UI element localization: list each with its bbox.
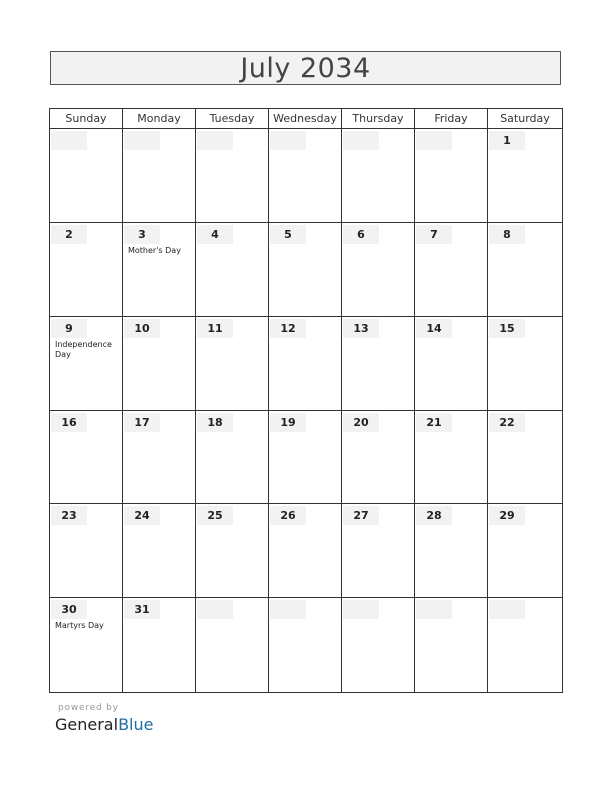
weekday-header-tuesday: Tuesday	[196, 109, 269, 129]
weekday-header-thursday: Thursday	[342, 109, 415, 129]
day-number: 15	[489, 319, 525, 338]
day-number: 19	[270, 413, 306, 432]
day-number: 5	[270, 225, 306, 244]
day-number: 1	[489, 131, 525, 150]
weekday-header-sunday: Sunday	[50, 109, 123, 129]
calendar-day-cell[interactable]	[342, 504, 415, 598]
brand-logo[interactable]	[55, 715, 153, 734]
day-number: 6	[343, 225, 379, 244]
calendar-day-cell[interactable]	[123, 223, 196, 317]
calendar-day-cell[interactable]	[342, 129, 415, 223]
calendar-day-cell[interactable]	[342, 598, 415, 692]
calendar-day-cell[interactable]	[415, 411, 488, 505]
day-number: 16	[51, 413, 87, 432]
calendar-day-cell[interactable]	[342, 411, 415, 505]
calendar-day-cell[interactable]	[488, 317, 562, 411]
calendar-day-cell[interactable]	[415, 129, 488, 223]
day-number: 21	[416, 413, 452, 432]
calendar-day-cell[interactable]	[269, 317, 342, 411]
weekday-header-friday: Friday	[415, 109, 488, 129]
calendar-day-cell[interactable]	[415, 598, 488, 692]
day-number: 14	[416, 319, 452, 338]
day-number: 13	[343, 319, 379, 338]
day-number: 24	[124, 506, 160, 525]
day-number: 2	[51, 225, 87, 244]
calendar-day-cell[interactable]	[269, 129, 342, 223]
holiday-label: Martyrs Day	[55, 621, 104, 631]
calendar-day-cell[interactable]	[123, 504, 196, 598]
calendar-day-cell[interactable]	[269, 223, 342, 317]
day-number: 18	[197, 413, 233, 432]
day-number	[343, 600, 379, 619]
calendar-day-cell[interactable]	[488, 411, 562, 505]
calendar-day-cell[interactable]	[196, 223, 269, 317]
calendar-day-cell[interactable]	[123, 411, 196, 505]
calendar-day-cell[interactable]	[488, 504, 562, 598]
day-number: 26	[270, 506, 306, 525]
weekday-header-saturday: Saturday	[488, 109, 562, 129]
calendar-day-cell[interactable]	[269, 598, 342, 692]
day-number: 23	[51, 506, 87, 525]
calendar-title-box	[50, 51, 561, 85]
calendar-day-cell[interactable]	[123, 129, 196, 223]
calendar-day-cell[interactable]	[415, 223, 488, 317]
calendar-day-cell[interactable]	[50, 504, 123, 598]
day-number	[416, 131, 452, 150]
day-number: 7	[416, 225, 452, 244]
day-number: 11	[197, 319, 233, 338]
day-number: 22	[489, 413, 525, 432]
calendar-day-cell[interactable]	[50, 129, 123, 223]
calendar-title: July 2034	[240, 52, 371, 84]
day-number: 4	[197, 225, 233, 244]
day-number: 29	[489, 506, 525, 525]
day-number: 28	[416, 506, 452, 525]
calendar-day-cell[interactable]	[269, 504, 342, 598]
day-number	[51, 131, 87, 150]
calendar-day-cell[interactable]	[50, 223, 123, 317]
calendar-day-cell[interactable]	[415, 504, 488, 598]
day-number: 3	[124, 225, 160, 244]
calendar-day-cell[interactable]	[488, 598, 562, 692]
powered-by-label: powered by	[58, 703, 119, 713]
brand-blue: Blue	[118, 715, 154, 734]
calendar-day-cell[interactable]	[123, 598, 196, 692]
day-number: 17	[124, 413, 160, 432]
calendar-day-cell[interactable]	[196, 129, 269, 223]
calendar-day-cell[interactable]	[342, 317, 415, 411]
calendar-day-cell[interactable]	[415, 317, 488, 411]
day-number: 30	[51, 600, 87, 619]
day-number	[270, 131, 306, 150]
day-number	[489, 600, 525, 619]
day-number	[270, 600, 306, 619]
day-number	[197, 600, 233, 619]
calendar-day-cell[interactable]	[488, 129, 562, 223]
weekday-header-wednesday: Wednesday	[269, 109, 342, 129]
day-number	[343, 131, 379, 150]
calendar-day-cell[interactable]	[196, 317, 269, 411]
day-number	[416, 600, 452, 619]
calendar-day-cell[interactable]	[196, 411, 269, 505]
day-number: 25	[197, 506, 233, 525]
calendar-day-cell[interactable]	[196, 504, 269, 598]
holiday-label: Independence Day	[55, 339, 112, 359]
calendar-day-cell[interactable]	[123, 317, 196, 411]
calendar-grid	[49, 108, 563, 693]
brand-general: General	[55, 715, 119, 734]
day-number: 31	[124, 600, 160, 619]
day-number	[197, 131, 233, 150]
day-number: 10	[124, 319, 160, 338]
calendar-day-cell[interactable]	[50, 598, 123, 692]
day-number: 9	[51, 319, 87, 338]
day-number	[124, 131, 160, 150]
calendar-day-cell[interactable]	[50, 411, 123, 505]
calendar-day-cell[interactable]	[196, 598, 269, 692]
calendar-day-cell[interactable]	[269, 411, 342, 505]
calendar-day-cell[interactable]	[342, 223, 415, 317]
day-number: 12	[270, 319, 306, 338]
weekday-header-monday: Monday	[123, 109, 196, 129]
holiday-label: Mother's Day	[128, 245, 181, 255]
day-number: 20	[343, 413, 379, 432]
calendar-day-cell[interactable]	[50, 317, 123, 411]
calendar-day-cell[interactable]	[488, 223, 562, 317]
day-number: 27	[343, 506, 379, 525]
day-number: 8	[489, 225, 525, 244]
